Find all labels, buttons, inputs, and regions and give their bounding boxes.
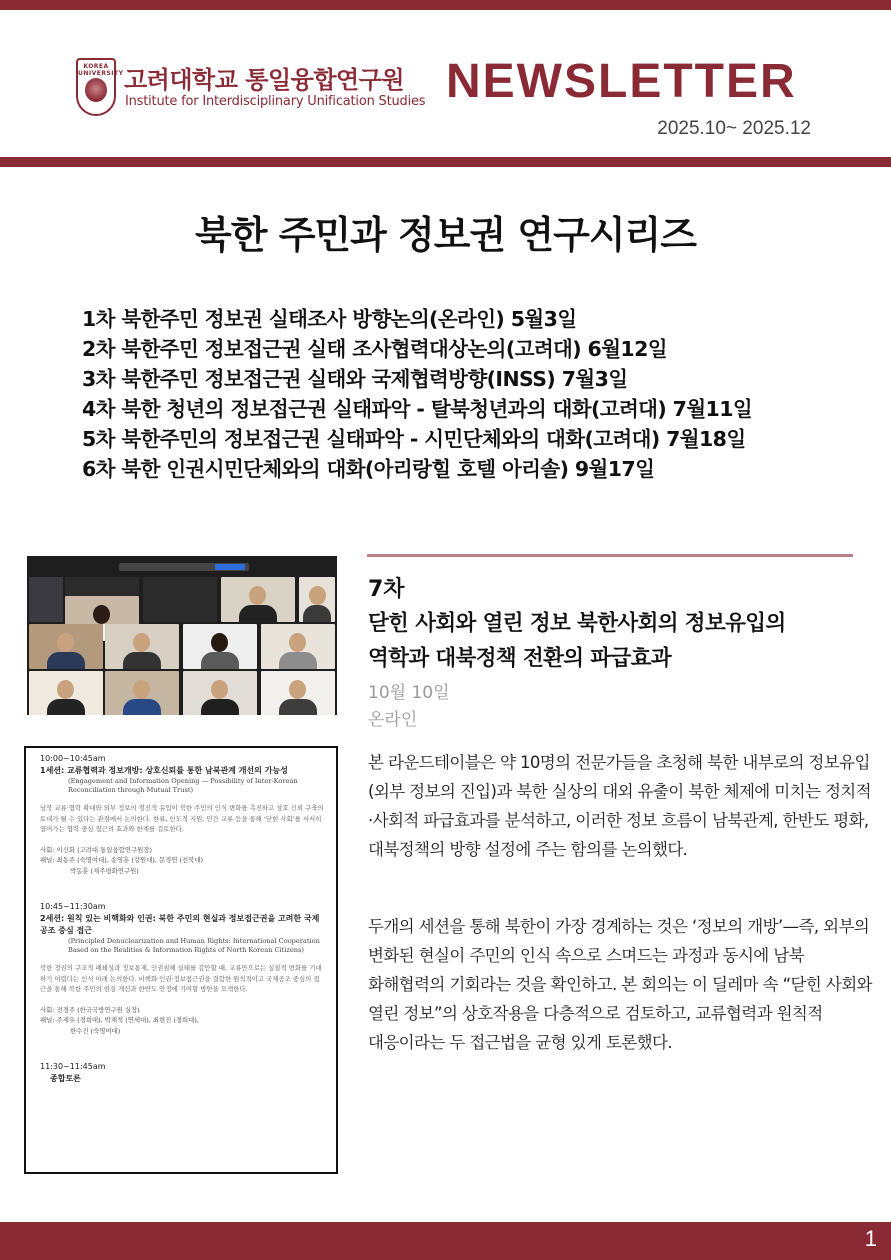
event-paragraph: 본 라운드테이블은 약 10명의 전문가들을 초청해 북한 내부로의 정보유입(외부 정보의 진입)과 북한 실상의 대외 유출이 북한 체제에 미치는 정치적·사회적 파급효과를 분석하고, 이러한 정보 흐름이 남북관계, 한반도 평화, 대북정책의 방향 설정에 주는 함의를 논의했다. <box>368 753 871 859</box>
event-place: 온라인 <box>368 710 418 730</box>
event-title: 닫힌 사회와 열린 정보 북한사회의 정보유입의 <box>368 611 786 636</box>
org-name-kr: 고려대학교 통일융합연구원 <box>124 66 405 94</box>
participant-tile <box>29 624 103 669</box>
series-item: 1차 북한주민 정보권 실태조사 방향논의(온라인) 5월3일 <box>82 307 577 331</box>
session2-time: 10:45~11:30am <box>40 902 106 911</box>
tiger-emblem-icon <box>85 78 107 102</box>
session1-description: 남북 교류·협력 확대와 외부 정보의 점진적 유입이 북한 주민의 인식 변화를 촉진하고 상호 신뢰 구축의 토대가 될 수 있다는 관점에서 논의한다. 한류, 인도적 지원, 민간 교류 등을 통해 ‘닫힌 사회’를 서서히 열어가는 협력 중심 접근의 효과와 한계를 검토한다. <box>40 804 324 833</box>
series-item: 4차 북한 청년의 정보접근권 실태파악 - 탈북청년과의 대화(고려대) 7월11일 <box>82 397 753 421</box>
session1-moderator: 사회: 이신화 (고려대 통일융합연구원장) <box>40 845 153 854</box>
agenda-document <box>24 746 338 1174</box>
session1-title-en: (Engagement and Information Opening — Possibility of Inter-Korean Reconciliation through Mutual Trust) <box>68 777 298 794</box>
participant-tile <box>143 577 217 622</box>
participant-tile <box>29 577 63 622</box>
session1-panel: 패널: 최동주 (숙명여대), 송영훈 (강원대), 문경연 (전북대) <box>40 856 204 864</box>
footer-bar <box>0 1222 891 1260</box>
top-accent-bar <box>0 0 891 10</box>
newsletter-period: 2025.10~ 2025.12 <box>657 118 811 139</box>
participant-tile <box>183 671 257 715</box>
series-item: 2차 북한주민 정보접근권 실태 조사협력대상논의(고려대) 6월12일 <box>82 337 667 361</box>
event-number: 7차 <box>368 577 405 602</box>
event-title-cont: 역학과 대북정책 전환의 파급효과 <box>368 646 672 671</box>
participant-tile <box>299 577 335 622</box>
series-item: 5차 북한주민의 정보접근권 실태파악 - 시민단체와의 대화(고려대) 7월18일 <box>82 427 746 451</box>
event-divider <box>367 554 853 557</box>
series-title: 북한 주민과 정보권 연구시리즈 <box>195 213 696 257</box>
session2-moderator: 사회: 전경주 (한국국방연구원 실장) <box>40 1005 140 1014</box>
series-list <box>82 304 752 484</box>
university-logo <box>76 58 124 116</box>
logo-text: KOREA UNIVERSITY <box>78 63 124 77</box>
session2-title-en: (Principled Denuclearization and Human Rights: International Cooperation Based on the Realities & Information Rights of North Korean Citizens) <box>68 937 320 954</box>
closing-title: 종합토론 <box>50 1074 81 1083</box>
participant-tile <box>105 624 179 669</box>
participant-tile <box>261 624 335 669</box>
meeting-banner <box>119 563 249 571</box>
participant-tile <box>29 671 103 715</box>
header-divider-bar <box>0 157 891 167</box>
participant-tile <box>105 671 179 715</box>
participant-tile <box>183 624 257 669</box>
closing-time: 11:30~11:45am <box>40 1062 106 1071</box>
session2-title: 2세션: 원칙 있는 비핵화와 인권: 북한 주민의 현실과 정보접근권을 고려한 국제공조 중심 접근 <box>40 914 320 935</box>
participant-tile <box>261 671 335 715</box>
session2-description: 북한 정권의 구조적 폐쇄성과 정보통제, 인권침해 실태를 감안할 때, 교류만으로는 실질적 변화를 기대하기 어렵다는 인식 아래 논의한다. 비핵화·인권·정보접근권을 결합한 원칙적이고 국제공조 중심의 접근을 통해 북한 주민의 현실 개선과 한반도 안정에 기여할 방안을 모색한다. <box>40 964 322 993</box>
event-date: 10월 10일 <box>368 683 450 703</box>
online-meeting-photo <box>27 556 337 715</box>
session1-time: 10:00~10:45am <box>40 754 106 763</box>
session1-title: 1세션: 교류협력과 정보개방: 상호신뢰를 통한 남북관계 개선의 가능성 <box>40 766 288 775</box>
series-item: 3차 북한주민 정보접근권 실태와 국제협력방향(INSS) 7월3일 <box>82 367 628 391</box>
newsletter-title: NEWSLETTER <box>446 55 797 108</box>
page-number: 1 <box>864 1226 877 1251</box>
session2-panel: 패널: 주재우 (경희대), 박재적 (연세대), 최현진 (경희대), <box>40 1016 199 1024</box>
participant-tile <box>221 577 295 622</box>
series-item: 6차 북한 인권시민단체와의 대화(아리랑힐 호텔 아리솔) 9월17일 <box>82 457 655 481</box>
session1-panel-cont: 박동훈 (제주평화연구원) <box>70 866 139 875</box>
org-name-en: Institute for Interdisciplinary Unification Studies <box>125 94 426 109</box>
event-paragraph: 두개의 세션을 통해 북한이 가장 경계하는 것은 ‘정보의 개방’—즉, 외부의 변화된 현실이 주민의 인식 속으로 스며드는 과정과 동시에 남북 화해협력의 기회라는 것을 확인하고. 본 회의는 이 딜레마 속 “닫힌 사회와 열린 정보”의 상호작용을 다층적으로 검토하고, 교류협력과 원칙적 대응이라는 두 접근법을 균형 있게 토론했다. <box>368 917 872 1052</box>
session2-panel-cont: 한수진 (숙명여대) <box>70 1026 121 1035</box>
